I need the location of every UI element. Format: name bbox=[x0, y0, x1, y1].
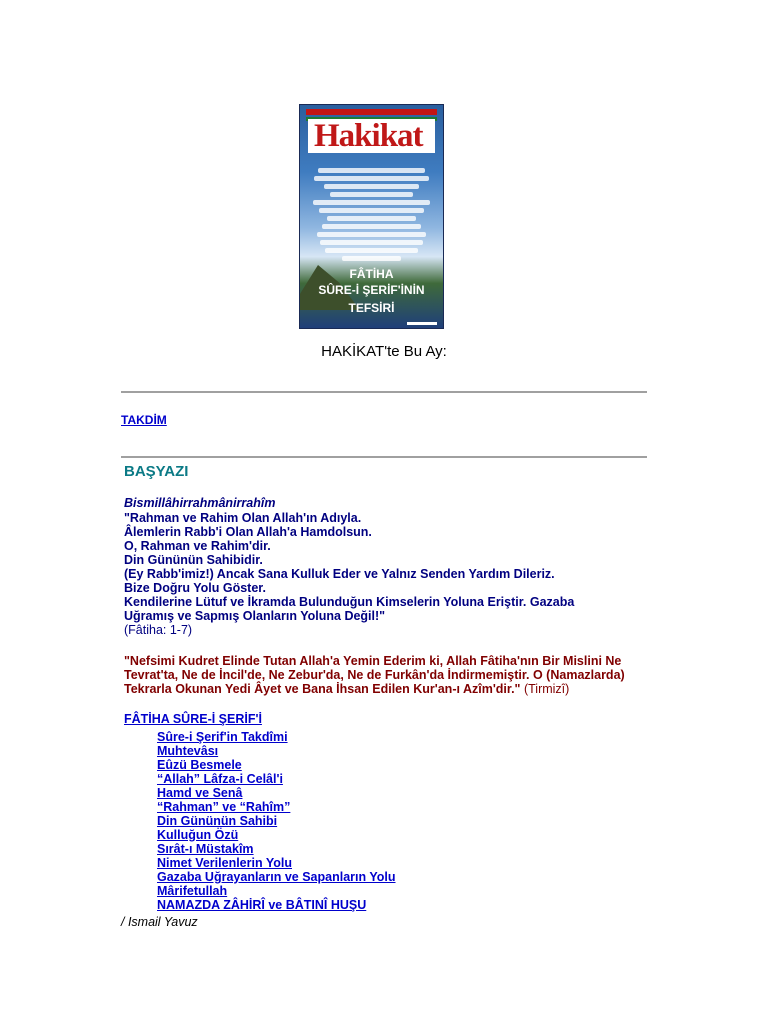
toc-item[interactable]: Sırât-ı Müstakîm bbox=[157, 842, 254, 856]
cover-url bbox=[407, 322, 437, 325]
toc-item[interactable]: Eûzü Besmele bbox=[157, 758, 242, 772]
fatiha-verse bbox=[124, 511, 644, 637]
cover-top-banner bbox=[306, 109, 437, 115]
author-credit: / Ismail Yavuz bbox=[121, 915, 198, 929]
toc-item[interactable]: Mârifetullah bbox=[157, 884, 228, 898]
hadith-line: "Nefsimi Kudret Elinde Tutan Allah'a Yemin Ederim ki, Allah Fâtiha'nın Bir Mislini Ne bbox=[124, 654, 622, 668]
hadith-line-text: Tekrarla Okunan Yedi Âyet ve Bana İhsan Edilen Kur'an-ı Azîm'dir." bbox=[124, 682, 521, 696]
verse-line: (Ey Rabb'imiz!) Ancak Sana Kulluk Eder ve Yalnız Senden Yardım Dileriz. bbox=[124, 567, 555, 581]
cover-title-line1: FÂTİHA bbox=[349, 267, 394, 281]
verse-line: O, Rahman ve Rahim'dir. bbox=[124, 539, 271, 553]
divider-bottom bbox=[121, 456, 647, 458]
hadith-source: (Tirmizî) bbox=[523, 682, 570, 696]
cover-masthead: Hakikat bbox=[308, 119, 435, 153]
page-title: HAKİKAT'te Bu Ay: bbox=[321, 343, 447, 360]
toc-item[interactable]: Muhtevâsı bbox=[157, 744, 219, 758]
besmele-text: Bismillâhirrahmânirrahîm bbox=[124, 496, 276, 510]
hadith-line bbox=[124, 682, 654, 696]
verse-line: Uğramış ve Sapmış Olanların Yoluna Değil!" bbox=[124, 609, 386, 623]
hadith-line: Tevrat'ta, Ne de İncil'de, Ne Zebur'da, Ne de Furkân'da İndirmemiştir. O (Namazlarda) bbox=[124, 668, 625, 682]
cover-title-line2: SÛRE-İ ŞERİF'İNİN bbox=[318, 283, 425, 297]
verse-line: "Rahman ve Rahim Olan Allah'ın Adıyla. bbox=[124, 511, 362, 525]
toc-item[interactable]: Din Gününün Sahibi bbox=[157, 814, 278, 828]
takdim-link[interactable]: TAKDİM bbox=[121, 413, 167, 427]
fatiha-section-link[interactable]: FÂTİHA SÛRE-İ ŞERİF'İ bbox=[124, 712, 262, 726]
verse-reference: (Fâtiha: 1-7) bbox=[124, 623, 193, 637]
verse-line: Din Gününün Sahibidir. bbox=[124, 553, 263, 567]
toc-item[interactable]: Hamd ve Senâ bbox=[157, 786, 243, 800]
toc-item[interactable]: NAMAZDA ZÂHİRÎ ve BÂTINÎ HUŞU bbox=[157, 898, 367, 912]
cover-verse-text bbox=[312, 165, 431, 264]
verse-line: Kendilerine Lütuf ve İkramda Bulunduğun Kimselerin Yoluna Eriştir. Gazaba bbox=[124, 595, 575, 609]
toc-item[interactable]: Kulluğun Özü bbox=[157, 828, 239, 842]
cover-title-line3: TEFSİRİ bbox=[348, 301, 395, 315]
verse-line: Bize Doğru Yolu Göster. bbox=[124, 581, 266, 595]
table-of-contents bbox=[157, 730, 396, 912]
magazine-cover-image bbox=[299, 104, 444, 329]
divider-top bbox=[121, 391, 647, 393]
hadith-quote bbox=[124, 654, 654, 696]
toc-item[interactable]: Gazaba Uğrayanların ve Sapanların Yolu bbox=[157, 870, 396, 884]
toc-item[interactable]: “Allah” Lâfza-i Celâl'i bbox=[157, 772, 283, 786]
verse-line: Âlemlerin Rabb'i Olan Allah'a Hamdolsun. bbox=[124, 525, 372, 539]
toc-item[interactable]: “Rahman” ve “Rahîm” bbox=[157, 800, 291, 814]
section-title: BAŞYAZI bbox=[124, 463, 189, 480]
toc-item[interactable]: Sûre-i Şerif'in Takdîmi bbox=[157, 730, 288, 744]
toc-item[interactable]: Nimet Verilenlerin Yolu bbox=[157, 856, 292, 870]
